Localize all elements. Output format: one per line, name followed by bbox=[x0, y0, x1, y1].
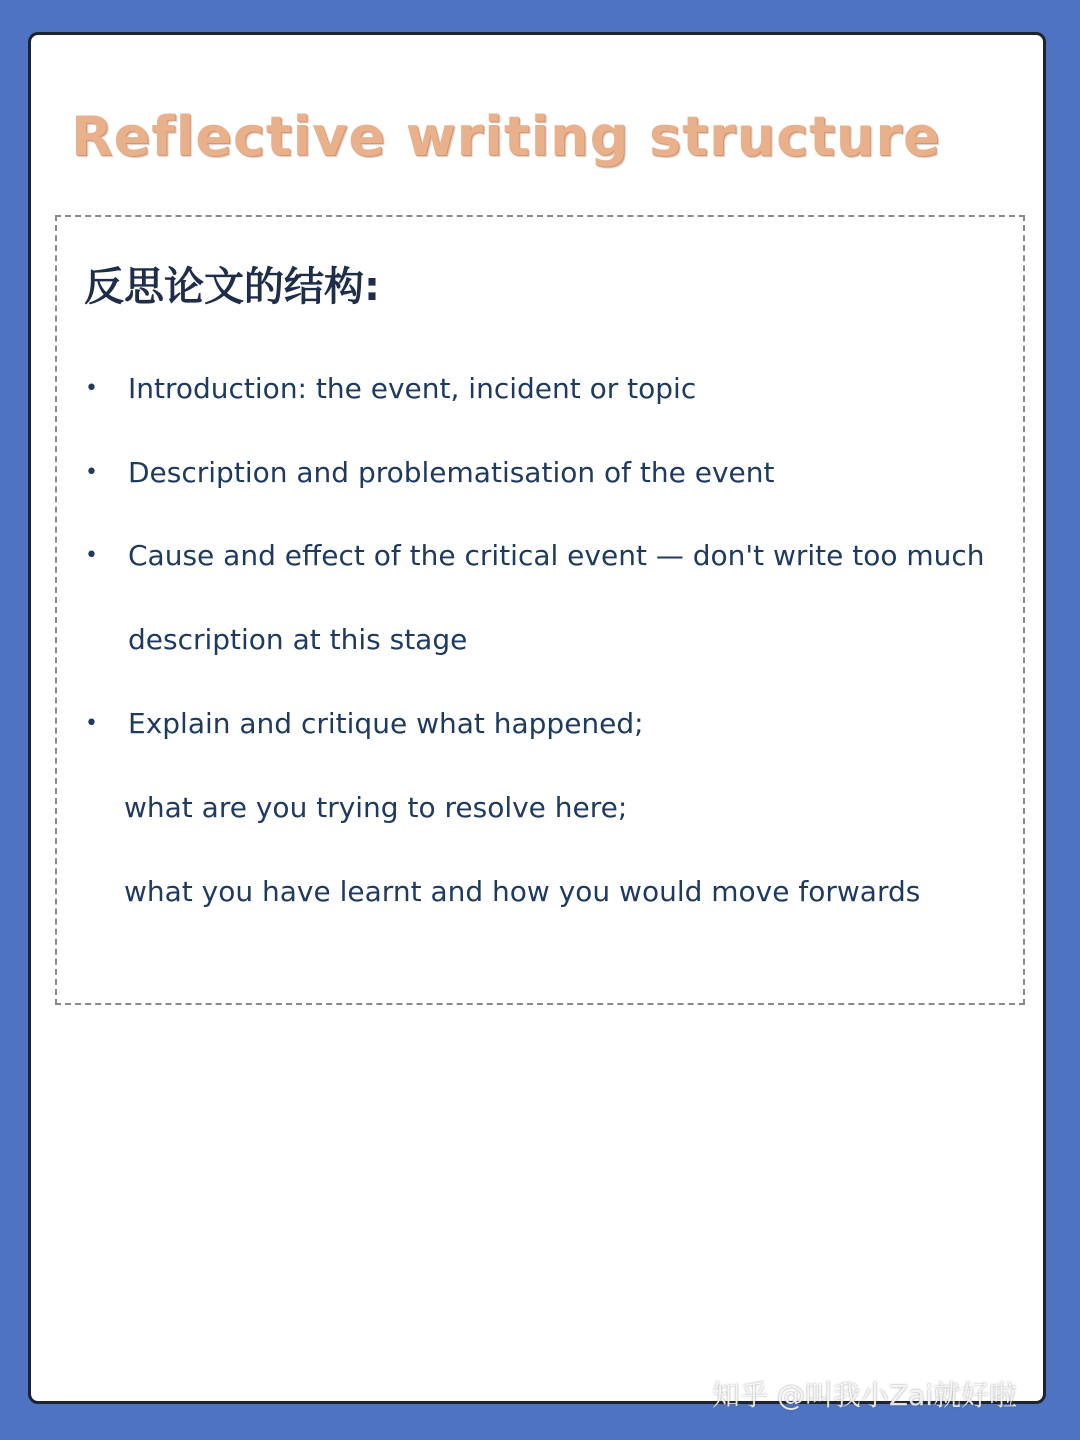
section-heading: 反思论文的结构: bbox=[84, 264, 380, 310]
list-item-continuation: what are you trying to resolve here; bbox=[124, 791, 628, 824]
watermark: 知乎 @叫我小Zai就好啦 bbox=[712, 1379, 1018, 1412]
list-item-continuation: what you have learnt and how you would move forwards bbox=[124, 875, 921, 908]
bullet-icon: • bbox=[85, 543, 98, 568]
bullet-icon: • bbox=[85, 376, 98, 401]
list-item: Introduction: the event, incident or topic bbox=[128, 372, 697, 405]
content-box bbox=[55, 215, 1025, 1005]
bullet-icon: • bbox=[85, 711, 98, 736]
bullet-icon: • bbox=[85, 460, 98, 485]
list-item: Description and problematisation of the event bbox=[128, 456, 775, 489]
slide-card bbox=[28, 32, 1046, 1404]
list-item-continuation: description at this stage bbox=[128, 623, 468, 656]
slide-title: Reflective writing structure bbox=[71, 105, 941, 168]
list-item: Explain and critique what happened; bbox=[128, 707, 644, 740]
list-item: Cause and effect of the critical event — don't write too much bbox=[128, 539, 985, 572]
